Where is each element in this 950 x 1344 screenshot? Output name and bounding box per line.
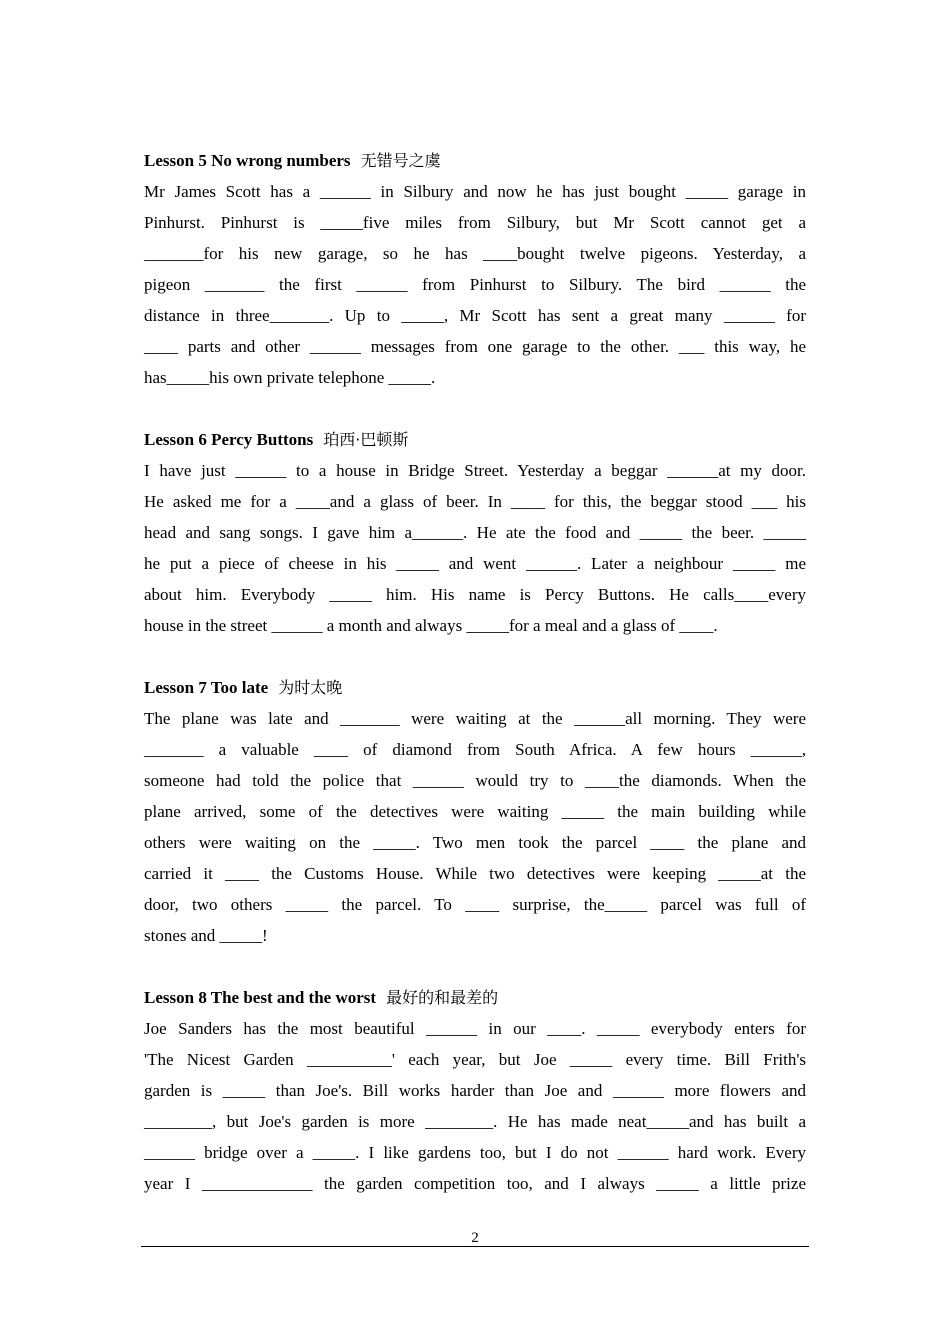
lesson-block (144, 145, 806, 393)
lesson-text-line: year I _____________ the garden competition too, and I always _____ a little prize (144, 1174, 806, 1193)
lesson-title (144, 145, 806, 176)
lesson-title (144, 672, 806, 703)
lesson-text-line: The plane was late and _______ were waiting at the ______all morning. They were (144, 709, 806, 728)
lesson-text-line: carried it ____ the Customs House. While two detectives were keeping _____at the (144, 864, 806, 883)
lesson-text-line: 'The Nicest Garden __________' each year, but Joe _____ every time. Bill Frith's (144, 1050, 806, 1069)
lesson-text-line: _______for his new garage, so he has ____bought twelve pigeons. Yesterday, a (144, 244, 806, 263)
lesson-text-line: distance in three_______. Up to _____, Mr Scott has sent a great many ______ for (144, 306, 806, 325)
lesson-text-line: Joe Sanders has the most beautiful ______ in our ____. _____ everybody enters for (144, 1019, 806, 1038)
lesson-text-line: house in the street ______ a month and always _____for a meal and a glass of ____. (144, 616, 718, 635)
lesson-text-line: garden is _____ than Joe's. Bill works harder than Joe and ______ more flowers and (144, 1081, 806, 1100)
lesson-text-line: he put a piece of cheese in his _____ and went ______. Later a neighbour _____ me (144, 554, 806, 573)
lesson-title (144, 982, 806, 1013)
lesson-title-chinese: 无错号之虞 (360, 151, 441, 170)
page-number: 2 (471, 1230, 479, 1246)
lesson-title-chinese: 最好的和最差的 (386, 988, 499, 1007)
lesson-block (144, 424, 806, 641)
lesson-title (144, 424, 806, 455)
lesson-text-line: pigeon _______ the first ______ from Pinhurst to Silbury. The bird ______ the (144, 275, 806, 294)
lesson-block (144, 672, 806, 951)
lesson-text-line: I have just ______ to a house in Bridge Street. Yesterday a beggar ______at my door. (144, 461, 806, 480)
lesson-title-english: Lesson 8 The best and the worst (144, 988, 377, 1007)
footer-rule (141, 1246, 809, 1247)
document-body (144, 145, 806, 1230)
lesson-title-english: Lesson 6 Percy Buttons (144, 430, 314, 449)
lesson-text-line: has_____his own private telephone _____. (144, 368, 436, 387)
lesson-text-line: Mr James Scott has a ______ in Silbury and now he has just bought _____ garage in (144, 182, 806, 201)
lesson-text-line: someone had told the police that ______ would try to ____the diamonds. When the (144, 771, 806, 790)
lesson-text-line: ____ parts and other ______ messages from one garage to the other. ___ this way, he (144, 337, 806, 356)
lesson-text-line: others were waiting on the _____. Two men took the parcel ____ the plane and (144, 833, 806, 852)
lesson-title-english: Lesson 5 No wrong numbers (144, 151, 351, 170)
lesson-text-line: about him. Everybody _____ him. His name is Percy Buttons. He calls____every (144, 585, 806, 604)
lesson-text-line: ________, but Joe's garden is more ________. He has made neat_____and has built a (144, 1112, 806, 1131)
lesson-block (144, 982, 806, 1199)
lesson-text-line: head and sang songs. I gave him a______. He ate the food and _____ the beer. _____ (144, 523, 806, 542)
lesson-text-line: ______ bridge over a _____. I like gardens too, but I do not ______ hard work. Every (144, 1143, 806, 1162)
lesson-text-line: stones and _____! (144, 926, 268, 945)
lesson-title-english: Lesson 7 Too late (144, 678, 269, 697)
lesson-text-line: door, two others _____ the parcel. To ____ surprise, the_____ parcel was full of (144, 895, 806, 914)
lesson-text-line: _______ a valuable ____ of diamond from South Africa. A few hours ______, (144, 740, 806, 759)
lesson-text-line: Pinhurst. Pinhurst is _____five miles from Silbury, but Mr Scott cannot get a (144, 213, 806, 232)
lesson-title-chinese: 为时太晚 (278, 678, 343, 697)
lesson-text-line: He asked me for a ____and a glass of beer. In ____ for this, the beggar stood ___ his (144, 492, 806, 511)
lesson-text-line: plane arrived, some of the detectives were waiting _____ the main building while (144, 802, 806, 821)
lesson-title-chinese: 珀西·巴顿斯 (323, 430, 409, 449)
